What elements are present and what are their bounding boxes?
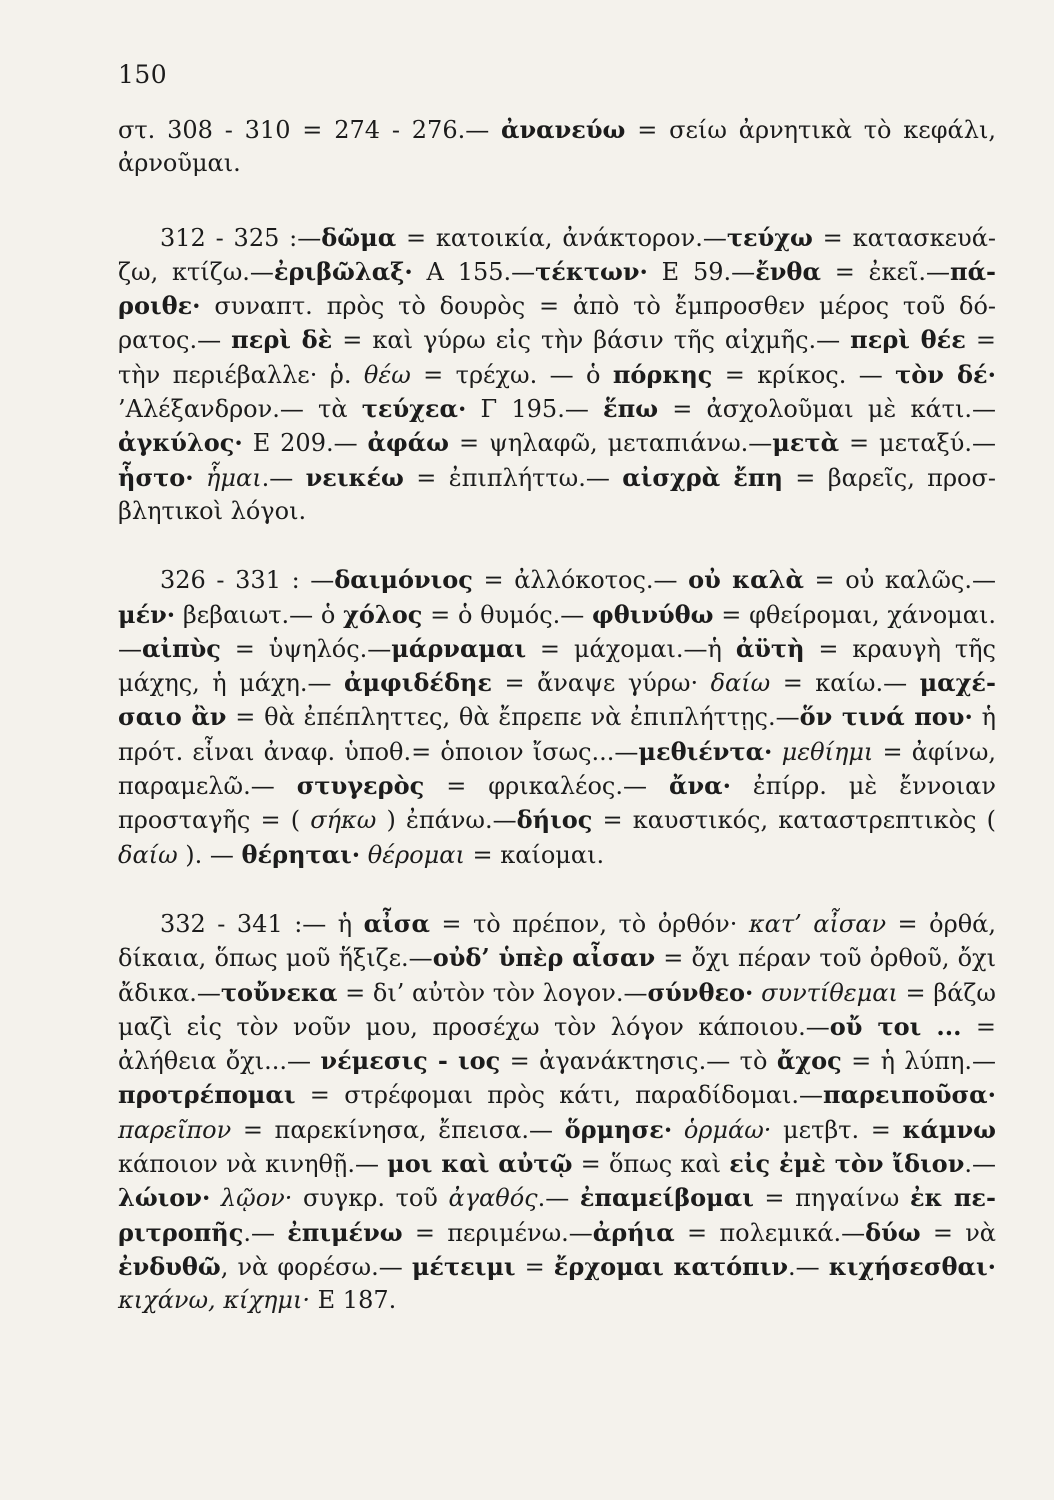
headword: ἀμφιδέδηε [344,668,493,698]
headword: τέκτων· [535,256,648,286]
headword: ἀρήια [592,1217,675,1247]
gloss-text: = κραυγὴ τῆς μάχης, ἡ μάχη.— [118,634,996,698]
gloss-text: = βαρεῖς, προσβλητικοὶ λόγοι. [118,463,996,525]
gloss-text: Α 155.— [412,257,536,286]
gloss-text: Γ 195.— [466,395,604,424]
gloss-text: , νὰ φορέσω.— [220,1252,412,1281]
headword: κάμνω [902,1114,996,1144]
headword: δήιος [516,805,593,835]
gloss-text: βεβαιωτ.— ὁ [175,600,344,629]
gloss-text [772,738,781,766]
gloss-text: = ὅπως καὶ [572,1150,730,1179]
paragraph [118,907,996,1318]
gloss-text: = μεταξύ.— [839,429,996,458]
italic-form: κιχάνω, κίχημι· [118,1286,311,1315]
gloss-text: = ψηλαφῶ, μεταπιάνω.— [449,429,773,458]
gloss-text: ). — [177,840,242,869]
paragraph [118,113,996,181]
italic-form: ὁρμάω· [683,1115,772,1144]
gloss-text: = ὁ θυμός.— [422,600,593,629]
headword: ἀνανεύω [501,115,626,144]
gloss-text: = περιμένω.— [402,1218,593,1247]
italic-form: ἀγαθός [448,1184,538,1213]
headword: προτρέπομαι [118,1080,296,1110]
headword: αἰπὺς [142,633,221,663]
gloss-text: = οὐ καλῶς.— [803,566,996,595]
headword: αἰσχρὰ ἔπη [622,462,783,492]
gloss-text: Ε 59.— [647,257,756,286]
italic-form: παρεῖπον [118,1115,232,1144]
gloss-text: = ὄχι πέραν τοῦ ὀρθοῦ, ὄχι ἄδικα.— [118,944,996,1007]
gloss-text: = καίω.— [770,669,920,698]
headword: οὔ τοι ... [829,1011,962,1041]
gloss-text: ’Αλέξανδρον.— τὰ [118,395,362,424]
headword: τοὔνεκα [220,977,338,1007]
paragraph [118,221,996,529]
headword: μοι καὶ αὐτῷ [387,1149,573,1179]
gloss-text: = τρέχω. — ὁ [410,360,613,389]
gloss-text: = φθείρομαι, χάνομαι.— [118,600,996,663]
headword: δύω [865,1217,921,1247]
gloss-text: κάποιον νὰ κινηθῇ.— [118,1150,388,1179]
gloss-text: = [515,1252,554,1281]
gloss-text: = ἐκεῖ.— [820,257,950,286]
headword: ἕπω [603,394,659,424]
italic-form: λῷον· [220,1184,293,1213]
headword: τεύχεα· [361,394,467,424]
headword: ἐκ περιτροπῆς [118,1183,996,1247]
gloss-text: μετβτ. = [771,1115,903,1144]
headword: χόλος [343,599,423,629]
headword: πάροιθε· [118,256,997,321]
gloss-text: = στρέφομαι πρὸς κάτι, παραδίδομαι.— [295,1081,824,1110]
headword: τὸν δέ· [895,359,996,389]
headword: ὅρμησε· [564,1114,673,1144]
headword: μέτειμι [411,1251,516,1281]
headword: νέμεσις - ιος [320,1046,501,1076]
gloss-text: 312 - 325 :— [160,223,322,252]
headword: λώιον· [118,1183,211,1213]
headword: ἔρχομαι κατόπιν [553,1251,789,1281]
gloss-text: = νὰ [920,1218,996,1247]
gloss-text: στ. 308 - 310 = 274 - 276.— [118,116,502,144]
gloss-text: = τὸ πρέπον, τὸ ὀρθόν· [429,909,749,938]
paragraph [118,563,996,872]
gloss-text: = κατασκευάζω, κτίζω.— [118,223,997,286]
headword: δαιμόνιος [334,565,473,595]
gloss-text [210,1184,221,1212]
gloss-text: Ε 209.— [242,429,368,458]
gloss-text: .— [261,463,306,492]
gloss-text: = τὴν περιέβαλλε· ῥ. [118,326,996,389]
headword: θέρηται· [241,839,361,869]
gloss-text: = κατοικία, ἀνάκτορον.— [396,223,727,252]
gloss-text: = καὶ γύρω εἰς τὴν βάσιν τῆς αἰχμῆς.— [332,326,851,355]
italic-form: συντίθεμαι [761,978,898,1007]
headword: εἰς ἐμὲ τὸν ἴδιον [729,1149,965,1179]
gloss-text: = ἡ λύπη.— [841,1047,997,1076]
headword: μέν· [118,599,176,629]
headword: ἄχος [776,1046,842,1076]
gloss-text: = κρίκος. — [712,360,896,389]
gloss-text: = ἀσχολοῦμαι μὲ κάτι.— [658,395,997,424]
gloss-text: = ἐπιπλήττω.— [403,463,623,492]
italic-form: θέρομαι [367,840,465,869]
gloss-text: .— [243,1218,288,1247]
gloss-text: .— [964,1150,996,1179]
headword: σύνθεο· [647,977,754,1007]
gloss-text: = ὑψηλός.— [220,634,392,663]
headword: οὐδ’ ὑπὲρ αἶσαν [432,943,656,973]
gloss-text [753,979,761,1007]
gloss-text: 332 - 341 :— ἡ [160,909,364,938]
headword: ἀγκύλος· [118,428,243,458]
headword: φθινύθω [592,599,714,629]
gloss-text: συγκρ. τοῦ [292,1184,449,1213]
gloss-text: συναπτ. πρὸς τὸ δουρὸς = ἀπὸ τὸ ἔμπροσθεν μέρος τοῦ δόρατος.— [118,292,996,355]
gloss-text: Ε 187. [310,1286,397,1315]
gloss-text: = ἀλλόκοτος.— [472,566,689,595]
headword: αἶσα [363,908,430,938]
gloss-text: ἐπίρρ. μὲ ἔννοιαν προσταγῆς = ( [118,772,996,835]
gloss-text [672,1116,684,1144]
headword: παρειποῦσα· [823,1080,996,1110]
gloss-text: .— [537,1184,580,1213]
gloss-text: = ἀλήθεια ὄχι...— [118,1012,996,1076]
gloss-text: ἡ πρότ. εἶναι ἀναφ. ὑποθ.= ὁποιον ἴσως...— [118,703,996,766]
italic-form: κατ’ αἶσαν [748,909,887,938]
gloss-text: = καίομαι. [464,840,605,869]
italic-form: δαίω [710,669,771,698]
headword: ἔνθα [755,256,821,286]
gloss-text: = μάχομαι.—ἡ [526,634,736,663]
gloss-text [194,464,206,492]
headword: περὶ θέε [850,325,966,355]
headword: μετὰ [772,428,840,458]
headword: ἀφάω [367,428,450,458]
gloss-text: .— [788,1252,829,1281]
gloss-text: = σείω ἀρνητικὰ τὸ κεφάλι, ἀρνοῦμαι. [118,116,996,178]
italic-form: μεθίημι [781,737,874,766]
headword: οὐ καλὰ [688,565,804,595]
headword: ἐνδυθῶ [118,1251,221,1281]
headword: κιχήσεσθαι· [828,1251,996,1281]
headword: ἀϋτὴ [735,633,805,663]
headword: δῶμα [321,222,397,252]
headword: τεύχω [726,222,813,252]
gloss-text: = καυστικός, καταστρεπτικὸς ( [592,806,996,835]
italic-form: σήκω [310,806,377,835]
gloss-text: 326 - 331 : — [160,566,335,595]
headword: πόρκης [612,359,713,389]
gloss-text [360,841,368,869]
headword: ὅν τινά που· [799,702,973,732]
headword: ἧστο· [118,462,194,492]
gloss-text: = ἀγανάκτησις.— τὸ [500,1047,777,1076]
gloss-text: = ἀφίνω, παραμελῶ.— [118,737,997,801]
headword: μαχέσαιο ἂν [118,668,996,732]
gloss-text: ) ἐπάνω.— [376,806,517,835]
page-number: 150 [118,60,168,89]
gloss-text: = θὰ ἐπέπληττες, θὰ ἔπρεπε νὰ ἐπιπλήττῃς.— [226,703,800,732]
gloss-text: = ἄναψε γύρω· [492,669,711,698]
italic-form: δαίω [118,840,178,869]
headword: ἐριβῶλαξ· [273,256,413,286]
headword: μάρναμαι [391,633,527,663]
headword: περὶ δὲ [231,325,333,355]
headword: μεθιέντα· [638,736,773,766]
gloss-text: = πηγαίνω [753,1184,910,1213]
headword: ἐπαμείβομαι [579,1183,754,1213]
gloss-text: = παρεκίνησα, ἔπεισα.— [231,1115,565,1144]
gloss-text: = πολεμικά.— [674,1218,866,1247]
italic-form: ἧμαι [206,463,262,492]
italic-form: θέω [363,360,411,389]
headword: νεικέω [305,462,404,492]
gloss-text: = βάζω μαζὶ εἰς τὸν νοῦν μου, προσέχω τὸν λόγον κάποιου.— [118,978,996,1041]
commentary-body [118,113,996,1318]
headword: ἐπιμένω [287,1217,403,1247]
gloss-text: = δι’ αὐτὸν τὸν λογον.— [337,978,648,1007]
gloss-text: = ὀρθά, δίκαια, ὅπως μοῦ ἥξιζε.— [118,909,996,973]
gloss-text: = φρικαλέος.— [424,772,669,801]
headword: στυγερὸς [296,771,425,801]
headword: ἄνα· [668,771,731,801]
